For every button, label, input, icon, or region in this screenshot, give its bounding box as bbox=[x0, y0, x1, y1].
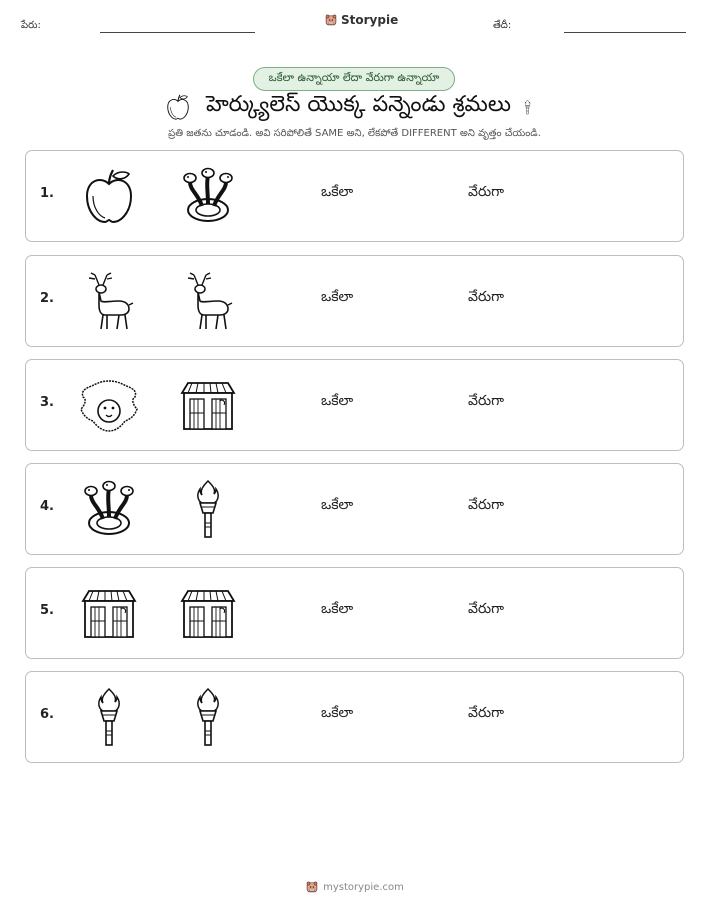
title-row bbox=[0, 90, 709, 124]
mascot-icon bbox=[305, 880, 319, 894]
question-number: 5. bbox=[40, 603, 54, 618]
footer-url: mystorypie.com bbox=[323, 881, 404, 893]
question-number: 2. bbox=[40, 291, 54, 306]
lion-pelt-icon bbox=[79, 374, 139, 436]
activity-badge: ఒకేలా ఉన్నాయా లేదా వేరుగా ఉన్నాయా bbox=[253, 67, 455, 91]
instructions: ప్రతి జతను చూడండి. అవి సరిపోలితే SAME అని, లేకపోతే DIFFERENT అని వృత్తం చేయండి. bbox=[168, 128, 541, 139]
stable-icon bbox=[178, 374, 238, 436]
stable-icon bbox=[178, 582, 238, 644]
same-option[interactable]: ఒకేలా bbox=[321, 289, 354, 305]
torch-icon bbox=[79, 686, 139, 748]
brand-name: Storypie bbox=[341, 13, 399, 27]
different-option[interactable]: వేరుగా bbox=[468, 601, 504, 617]
same-option[interactable]: ఒకేలా bbox=[321, 184, 354, 200]
deer-icon bbox=[79, 270, 139, 332]
date-label: తేదీ: bbox=[493, 20, 512, 31]
deer-icon bbox=[178, 270, 238, 332]
different-option[interactable]: వేరుగా bbox=[468, 705, 504, 721]
worksheet-header bbox=[0, 0, 709, 40]
question-row bbox=[25, 567, 684, 659]
same-option[interactable]: ఒకేలా bbox=[321, 705, 354, 721]
torch-icon bbox=[178, 686, 238, 748]
different-option[interactable]: వేరుగా bbox=[468, 184, 504, 200]
mascot-icon bbox=[324, 13, 338, 27]
different-option[interactable]: వేరుగా bbox=[468, 393, 504, 409]
question-row bbox=[25, 359, 684, 451]
question-row bbox=[25, 463, 684, 555]
same-option[interactable]: ఒకేలా bbox=[321, 601, 354, 617]
apple-icon bbox=[79, 165, 139, 227]
brand-logo bbox=[324, 13, 398, 27]
same-option[interactable]: ఒకేలా bbox=[321, 393, 354, 409]
question-number: 1. bbox=[40, 186, 54, 201]
name-field-line[interactable] bbox=[100, 32, 255, 33]
same-option[interactable]: ఒకేలా bbox=[321, 497, 354, 513]
stable-icon bbox=[79, 582, 139, 644]
question-number: 6. bbox=[40, 707, 54, 722]
date-field-line[interactable] bbox=[564, 32, 686, 33]
hydra-icon bbox=[79, 478, 139, 540]
question-row bbox=[25, 255, 684, 347]
torch-icon bbox=[178, 478, 238, 540]
question-number: 3. bbox=[40, 395, 54, 410]
footer bbox=[0, 880, 709, 894]
page-title: హెర్క్యులెస్ యొక్క పన్నెండు శ్రమలు bbox=[205, 92, 512, 117]
torch-icon bbox=[525, 92, 545, 122]
different-option[interactable]: వేరుగా bbox=[468, 289, 504, 305]
question-number: 4. bbox=[40, 499, 54, 514]
hydra-icon bbox=[178, 165, 238, 227]
different-option[interactable]: వేరుగా bbox=[468, 497, 504, 513]
question-row bbox=[25, 150, 684, 242]
question-row bbox=[25, 671, 684, 763]
apple-icon bbox=[164, 93, 192, 121]
name-label: పేరు: bbox=[21, 20, 41, 31]
